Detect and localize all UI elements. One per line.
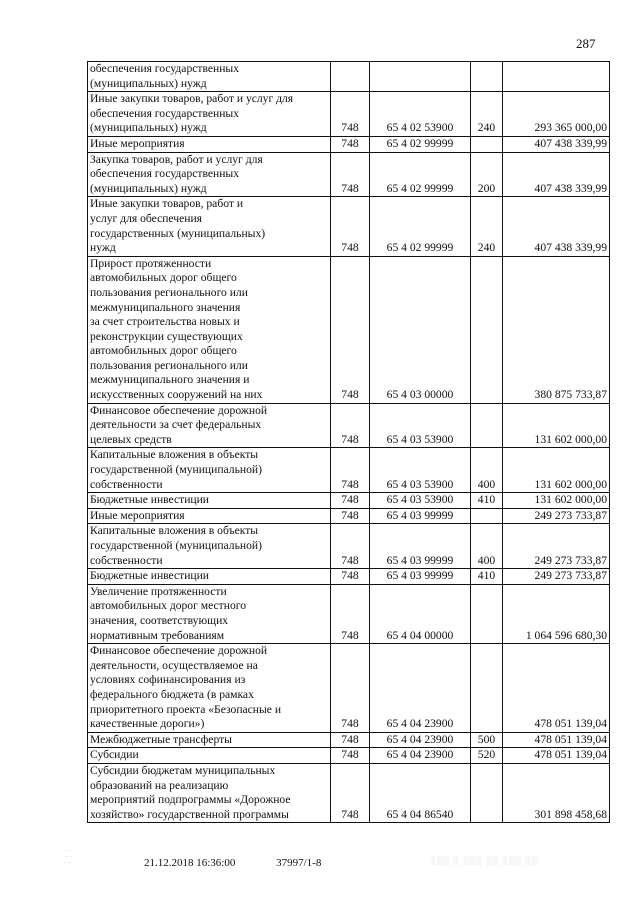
row-name-line: деятельности за счет федеральных <box>90 418 262 432</box>
row-expense-type-cell: 410 <box>471 569 503 585</box>
row-name-line: Иные закупки товаров, работ и <box>90 197 244 211</box>
table-row <box>88 493 610 509</box>
table-row <box>88 748 610 764</box>
table-row <box>88 448 610 493</box>
table-row <box>88 584 610 643</box>
row-sum-cell: 478 051 139,04 <box>503 748 610 764</box>
row-sum-cell: 131 602 000,00 <box>503 448 610 493</box>
row-target-article-cell: 65 4 03 53900 <box>370 448 471 493</box>
table-row <box>88 92 610 137</box>
row-expense-type-cell <box>471 62 503 92</box>
row-name-cell <box>88 763 331 822</box>
row-sum-cell: 380 875 733,87 <box>503 256 610 403</box>
row-name-cell <box>88 92 331 137</box>
row-code-cell: 748 <box>331 136 370 152</box>
row-code-cell: 748 <box>331 403 370 448</box>
row-name-line: мероприятий подпрограммы «Дорожное <box>90 793 291 807</box>
row-sum-cell: 407 438 339,99 <box>503 152 610 197</box>
row-sum-cell: 131 602 000,00 <box>503 493 610 509</box>
row-name-line: Субсидии бюджетам муниципальных <box>90 763 276 777</box>
row-name-cell <box>88 152 331 197</box>
row-sum-cell: 478 051 139,04 <box>503 644 610 733</box>
budget-table <box>87 61 610 823</box>
row-expense-type-cell <box>471 256 503 403</box>
row-name-line: (муниципальных) нужд <box>90 76 207 90</box>
row-name-line: государственной (муниципальной) <box>90 463 262 477</box>
row-name-line: Капитальные вложения в объекты <box>90 448 259 462</box>
row-name-cell <box>88 403 331 448</box>
row-expense-type-cell: 240 <box>471 92 503 137</box>
row-target-article-cell: 65 4 02 53900 <box>370 92 471 137</box>
row-expense-type-cell <box>471 644 503 733</box>
row-code-cell: 748 <box>331 748 370 764</box>
row-name-cell <box>88 508 331 524</box>
row-name-line: хозяйство» государственной программы <box>90 807 289 821</box>
row-expense-type-cell <box>471 403 503 448</box>
row-name-line: Закупка товаров, работ и услуг для <box>90 152 263 166</box>
margin-marks: · · ·· · · ·· <box>64 847 73 867</box>
row-target-article-cell: 65 4 03 00000 <box>370 256 471 403</box>
row-expense-type-cell <box>471 508 503 524</box>
row-name-line: федерального бюджета (в рамках <box>90 687 254 701</box>
row-code-cell: 748 <box>331 92 370 137</box>
row-name-line: Субсидии <box>90 748 139 762</box>
row-expense-type-cell: 520 <box>471 748 503 764</box>
row-sum-cell <box>503 62 610 92</box>
row-name-line: обеспечения государственных <box>90 167 240 181</box>
row-name-line: качественные дороги») <box>90 717 205 731</box>
footer <box>144 857 359 869</box>
row-name-line: целевых средств <box>90 432 172 446</box>
row-target-article-cell: 65 4 03 99999 <box>370 524 471 569</box>
row-target-article-cell: 65 4 03 99999 <box>370 508 471 524</box>
row-name-line: обеспечения государственных <box>90 62 240 75</box>
table-row <box>88 62 610 92</box>
table-row <box>88 524 610 569</box>
row-name-line: межмуниципального значения <box>90 300 241 314</box>
row-name-line: деятельности, осуществляемое на <box>90 658 258 672</box>
row-expense-type-cell: 500 <box>471 732 503 748</box>
row-target-article-cell: 65 4 03 53900 <box>370 493 471 509</box>
row-name-line: межмуниципального значения и <box>90 373 250 387</box>
row-name-line: пользования регионального или <box>90 358 248 372</box>
row-name-line: обеспечения государственных <box>90 106 240 120</box>
row-name-line: государственной (муниципальной) <box>90 539 262 552</box>
row-target-article-cell: 65 4 04 00000 <box>370 584 471 643</box>
row-expense-type-cell: 400 <box>471 524 503 569</box>
page-number: 287 <box>576 36 596 51</box>
row-code-cell: 748 <box>331 256 370 403</box>
table-row <box>88 763 610 822</box>
row-name-line: искусственных сооружений на них <box>90 388 263 402</box>
row-expense-type-cell: 400 <box>471 448 503 493</box>
row-code-cell: 748 <box>331 493 370 509</box>
row-name-cell <box>88 448 331 493</box>
row-name-line: Бюджетные инвестиции <box>90 493 210 507</box>
footer-doc-id: 37997/1-8 <box>276 857 322 869</box>
table-row <box>88 569 610 585</box>
row-expense-type-cell: 240 <box>471 197 503 256</box>
row-sum-cell: 249 273 733,87 <box>503 508 610 524</box>
row-name-cell <box>88 62 331 92</box>
row-code-cell: 748 <box>331 152 370 197</box>
row-name-line: Увеличение протяженности <box>90 584 227 598</box>
row-target-article-cell: 65 4 03 99999 <box>370 569 471 585</box>
table-row <box>88 732 610 748</box>
row-target-article-cell <box>370 62 471 92</box>
row-sum-cell: 407 438 339,99 <box>503 197 610 256</box>
row-name-line: условиях софинансирования из <box>90 673 246 687</box>
table-row <box>88 256 610 403</box>
row-name-cell <box>88 136 331 152</box>
row-name-line: собственности <box>90 553 163 567</box>
row-name-line: автомобильных дорог местного <box>90 599 247 613</box>
row-name-line: нормативным требованиям <box>90 628 225 642</box>
row-name-line: собственности <box>90 477 163 491</box>
row-name-line: Бюджетные инвестиции <box>90 569 210 583</box>
row-name-line: автомобильных дорог общего <box>90 271 237 285</box>
row-name-line: государственных (муниципальных) <box>90 226 266 240</box>
row-target-article-cell: 65 4 04 23900 <box>370 644 471 733</box>
table-row <box>88 403 610 448</box>
row-code-cell: 748 <box>331 524 370 569</box>
footer-datetime: 21.12.2018 16:36:00 <box>144 857 236 869</box>
row-name-cell <box>88 197 331 256</box>
row-target-article-cell: 65 4 02 99999 <box>370 152 471 197</box>
row-expense-type-cell <box>471 584 503 643</box>
table-row <box>88 508 610 524</box>
row-name-cell <box>88 644 331 733</box>
row-name-cell <box>88 493 331 509</box>
row-name-line: (муниципальных) нужд <box>90 121 207 135</box>
row-name-line: Иные закупки товаров, работ и услуг для <box>90 92 294 106</box>
row-sum-cell: 293 365 000,00 <box>503 92 610 137</box>
row-expense-type-cell <box>471 136 503 152</box>
row-code-cell: 748 <box>331 644 370 733</box>
row-target-article-cell: 65 4 02 99999 <box>370 136 471 152</box>
row-code-cell: 748 <box>331 732 370 748</box>
faint-stamp: ░░░ ░ ░░░ ░░ ░░░ ░░ <box>430 856 539 865</box>
row-target-article-cell: 65 4 04 23900 <box>370 748 471 764</box>
row-sum-cell: 478 051 139,04 <box>503 732 610 748</box>
row-name-line: нужд <box>90 241 116 255</box>
row-sum-cell: 131 602 000,00 <box>503 403 610 448</box>
row-code-cell: 748 <box>331 508 370 524</box>
row-name-line: Капитальные вложения в объекты <box>90 524 259 538</box>
row-target-article-cell: 65 4 03 53900 <box>370 403 471 448</box>
row-name-cell <box>88 748 331 764</box>
row-expense-type-cell <box>471 763 503 822</box>
row-name-line: автомобильных дорог общего <box>90 344 237 358</box>
row-name-line: Иные мероприятия <box>90 136 185 150</box>
row-name-line: приоритетного проекта «Безопасные и <box>90 702 282 716</box>
row-name-cell <box>88 524 331 569</box>
row-name-cell <box>88 256 331 403</box>
row-code-cell: 748 <box>331 584 370 643</box>
row-code-cell: 748 <box>331 197 370 256</box>
row-expense-type-cell: 200 <box>471 152 503 197</box>
row-name-line: за счет строительства новых и <box>90 315 240 329</box>
row-code-cell: 748 <box>331 448 370 493</box>
row-target-article-cell: 65 4 04 23900 <box>370 732 471 748</box>
row-name-line: Иные мероприятия <box>90 508 185 522</box>
row-name-line: Финансовое обеспечение дорожной <box>90 644 268 658</box>
table-row <box>88 197 610 256</box>
budget-table-body <box>88 62 610 823</box>
row-name-line: Межбюджетные трансферты <box>90 732 232 746</box>
row-code-cell: 748 <box>331 763 370 822</box>
row-target-article-cell: 65 4 02 99999 <box>370 197 471 256</box>
row-sum-cell: 301 898 458,68 <box>503 763 610 822</box>
row-name-line: значения, соответствующих <box>90 613 229 627</box>
row-name-line: услуг для обеспечения <box>90 211 202 225</box>
row-name-cell <box>88 732 331 748</box>
row-code-cell <box>331 62 370 92</box>
table-row <box>88 152 610 197</box>
row-name-cell <box>88 584 331 643</box>
row-name-line: пользования регионального или <box>90 285 248 299</box>
row-name-line: Финансовое обеспечение дорожной <box>90 403 268 417</box>
row-name-cell <box>88 569 331 585</box>
row-expense-type-cell: 410 <box>471 493 503 509</box>
table-row <box>88 136 610 152</box>
row-name-line: образований на реализацию <box>90 778 229 792</box>
row-name-line: Прирост протяженности <box>90 256 212 270</box>
row-sum-cell: 1 064 596 680,30 <box>503 584 610 643</box>
table-row <box>88 644 610 733</box>
row-name-line: (муниципальных) нужд <box>90 181 207 195</box>
row-sum-cell: 249 273 733,87 <box>503 524 610 569</box>
row-code-cell: 748 <box>331 569 370 585</box>
row-sum-cell: 407 438 339,99 <box>503 136 610 152</box>
row-target-article-cell: 65 4 04 86540 <box>370 763 471 822</box>
row-name-line: реконструкции существующих <box>90 329 243 343</box>
row-sum-cell: 249 273 733,87 <box>503 569 610 585</box>
